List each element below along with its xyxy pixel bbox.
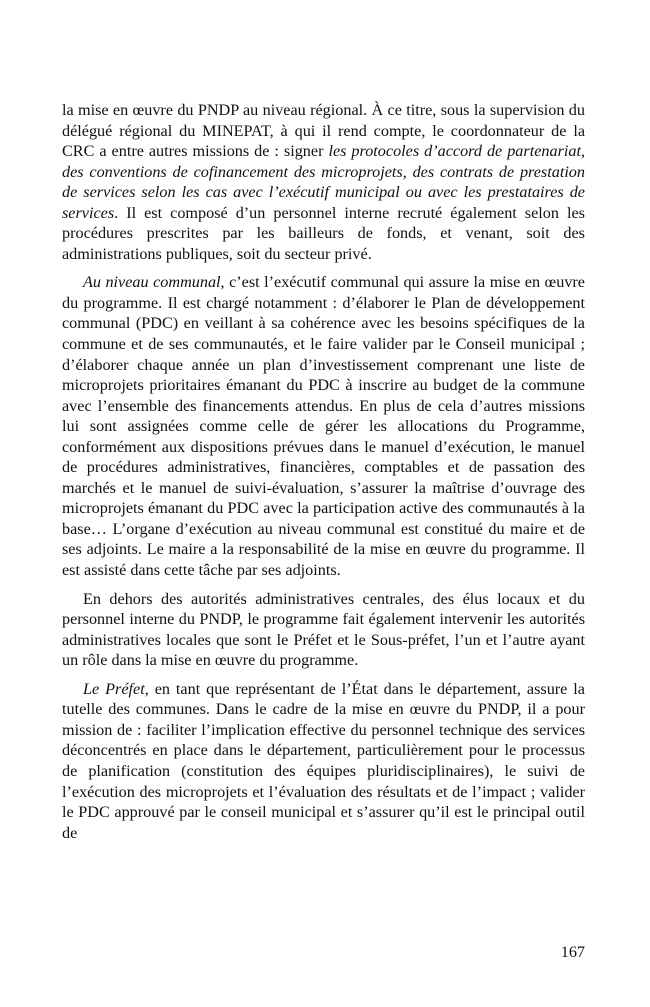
paragraph-3-run-1: En dehors des autorités administratives centrales, des élus locaux et du personnel interne du PNDP, le programme fait également intervenir les autorités administratives locales que sont le Préfet et le Sous-préfet, l’un et l’autre ayant un rôle dans la mise en œuvre du programme. — [62, 589, 585, 670]
paragraph-1 — [62, 100, 585, 264]
paragraph-2-run-2: , c’est l’exécutif communal qui assure la mise en œuvre du programme. Il est chargé notamment : d’élaborer le Plan de développement communal (PDC) en veillant à sa cohérence avec les besoins spécifiques de la commune et de ses communautés, et le faire valider par le Conseil municipal ; d’élaborer chaque année un plan d’investissement comprenant une liste de microprojets prioritaires émanant du PDC à inscrire au budget de la commune avec l’ensemble des financements attendus. En plus de cela d’autres missions lui sont assignées comme celle de gérer les allocations du Programme, conformément aux dispositions prévues dans le manuel d’exécution, le manuel de procédures administratives, financières, comptables et de passation des marchés et le manuel de suivi-évaluation, s’assurer la maîtrise d’ouvrage des microprojets émanant du PDC avec la participation active des communautés à la base… L’organe d’exécution au niveau communal est constitué du maire et de ses adjoints. Le maire a la responsabilité de la mise en œuvre du programme. Il est assisté dans cette tâche par ses adjoints. — [62, 273, 585, 580]
paragraph-1-run-2-italic: les protocoles d’accord de partenariat, des conventions de cofinancement des microprojets, des contrats de prestation de services selon les cas avec l’exécutif municipal ou avec les prestataires de services — [62, 142, 586, 222]
document-page — [62, 100, 585, 851]
paragraph-1-run-3: . Il est composé d’un personnel interne recruté également selon les procédures prescrites par les bailleurs de fonds, et venant, soit des administrations publiques, soit du secteur privé. — [62, 203, 585, 263]
page-number: 167 — [560, 943, 585, 961]
paragraph-4-run-2: , en tant que représentant de l’État dans le département, assure la tutelle des communes. Dans le cadre de la mise en œuvre du PNDP, il a pour mission de : faciliter l’implication effective du personnel technique des services déconcentrés en place dans le département, particulièrement pour le processus de planification (constitution des équipes pluridisciplinaires), le suivi de l’exécution des microprojets et l’évaluation des résultats et de l’impact ; valider le PDC approuvé par le conseil municipal et s’assurer qu’il est le principal outil de — [62, 679, 585, 842]
paragraph-2-run-1-italic: Au niveau communal — [83, 273, 221, 292]
paragraph-3 — [62, 589, 585, 671]
paragraph-4-run-1-italic: Le Préfet — [83, 679, 145, 698]
paragraph-2 — [62, 272, 585, 580]
paragraph-1-run-1: la mise en œuvre du PNDP au niveau régional. À ce titre, sous la supervision du délégué régional du MINEPAT, à qui il rend compte, le coordonnateur de la CRC a entre autres missions de : signer — [62, 101, 585, 161]
paragraph-4 — [62, 679, 585, 843]
